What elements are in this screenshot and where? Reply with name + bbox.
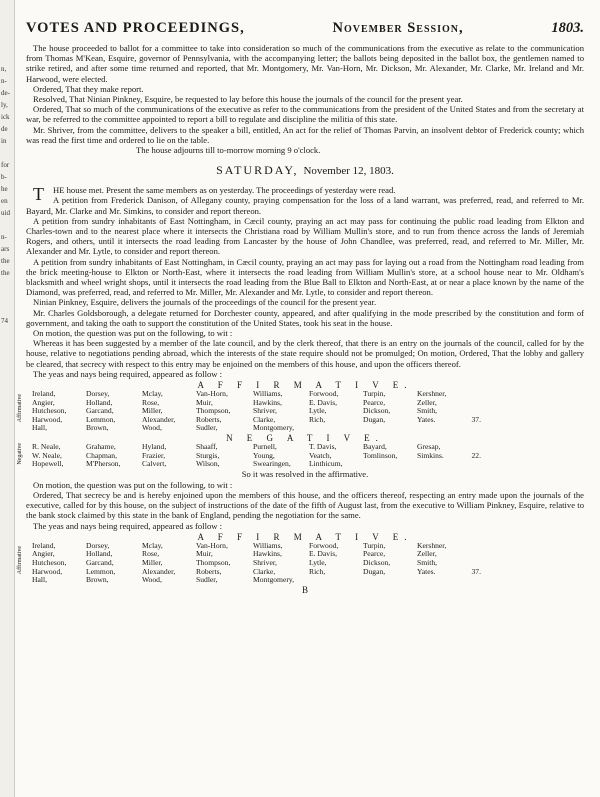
vote-total bbox=[471, 390, 481, 399]
member-name: Forwood, bbox=[309, 389, 339, 399]
paragraph: The yeas and nays being required, appeared as follow : bbox=[33, 520, 222, 531]
member-name bbox=[363, 424, 417, 433]
member-name bbox=[309, 424, 363, 433]
member-name: Swearingen, bbox=[253, 459, 291, 469]
vote-block-1 bbox=[17, 380, 584, 479]
member-name: Yates. bbox=[417, 414, 436, 424]
member-name: Forwood, bbox=[309, 540, 339, 550]
day-heading bbox=[26, 163, 584, 178]
side-negative-mark: Negative bbox=[17, 443, 23, 465]
paragraph: THE house met. Present the same members as on yesterday. The proceedings of yesterday were read. bbox=[33, 184, 396, 205]
member-name: Harwood, bbox=[32, 566, 63, 576]
side-affirmative-mark: Affirmative bbox=[17, 545, 23, 575]
member-name: Mclay, bbox=[142, 389, 163, 399]
day-heading-date: November 12, 1803. bbox=[303, 165, 394, 178]
member-name: Hutcheson, bbox=[32, 558, 67, 568]
member-name: Thompson, bbox=[196, 558, 231, 568]
gutter-fragment: uid bbox=[1, 209, 10, 217]
member-name: Miller, bbox=[142, 406, 163, 416]
member-name: Mclay, bbox=[142, 540, 163, 550]
negative-label: N E G A T I V E. bbox=[226, 433, 384, 444]
member-name: Angier, bbox=[32, 397, 55, 407]
vote-total bbox=[471, 424, 481, 433]
member-name: E. Davis, bbox=[309, 397, 338, 407]
paragraph: Whereas it has been suggested by a member of the late council, and by the clerk thereof, that there is an entry on the journals of the council, called for by the house, relative to negotiations pending abroad, which the interests of the state require should not be promulged; On motion, Ordered, That the lobby and gallery be cleared, that secrecy with respect to this entry may be enjoined on the members of this house, and upon the officers thereof. bbox=[26, 338, 584, 369]
affirmative-grid-1 bbox=[26, 390, 584, 433]
member-name: Wilson, bbox=[196, 459, 220, 469]
member-name: Hawkins, bbox=[253, 397, 282, 407]
member-name: Gresap, bbox=[417, 442, 441, 452]
member-name: T. Davis, bbox=[309, 442, 337, 452]
member-name: Zeller, bbox=[417, 549, 437, 559]
member-name: W. Neale, bbox=[32, 450, 62, 460]
member-name: Pearce, bbox=[363, 549, 386, 559]
member-name: Chapman, bbox=[86, 450, 118, 460]
member-name: Lytle, bbox=[309, 406, 327, 416]
member-name: E. Davis, bbox=[309, 549, 338, 559]
member-name: Young, bbox=[253, 450, 275, 460]
member-name: Lemmon, bbox=[86, 566, 116, 576]
member-name bbox=[363, 460, 417, 469]
member-name: Purnell, bbox=[253, 442, 277, 452]
member-name: Clarke, bbox=[253, 566, 276, 576]
vote-total: 37. bbox=[471, 566, 481, 576]
member-name: Smith, bbox=[417, 406, 438, 416]
member-name: Roberts, bbox=[196, 414, 222, 424]
member-name: Pearce, bbox=[363, 397, 386, 407]
member-name: Rose, bbox=[142, 397, 160, 407]
negative-grid-1 bbox=[26, 443, 584, 469]
member-name: Bayard, bbox=[363, 442, 387, 452]
member-name: Rich, bbox=[309, 414, 326, 424]
binding-gutter bbox=[0, 0, 15, 797]
member-name: Linthicum, bbox=[309, 459, 343, 469]
paragraph: The yeas and nays being required, appeared as follow : bbox=[33, 368, 222, 379]
member-name: Tomlinson, bbox=[363, 450, 398, 460]
member-name: Sudler, bbox=[196, 423, 218, 433]
gutter-fragment: ly, bbox=[1, 101, 8, 109]
member-name: Wood, bbox=[142, 423, 162, 433]
member-name: Shriver, bbox=[253, 406, 277, 416]
member-name: Thompson, bbox=[196, 406, 231, 416]
document-page bbox=[17, 20, 584, 595]
member-name: Van-Horn, bbox=[196, 540, 228, 550]
member-name bbox=[309, 576, 363, 585]
member-name: Veatch, bbox=[309, 450, 332, 460]
member-name: Van-Horn, bbox=[196, 389, 228, 399]
member-name: Hall, bbox=[32, 423, 47, 433]
member-name: Sturgis, bbox=[196, 450, 220, 460]
member-name: Muir, bbox=[196, 549, 213, 559]
header-year: 1803. bbox=[551, 20, 584, 36]
gutter-fragment: n- bbox=[1, 233, 7, 241]
member-name: Kershner, bbox=[417, 540, 447, 550]
vote-total bbox=[471, 399, 481, 408]
gutter-fragment: de- bbox=[1, 89, 10, 97]
resolution-result: So it was resolved in the affirmative. bbox=[241, 468, 369, 479]
member-name: Rich, bbox=[309, 566, 326, 576]
member-name: Dugan, bbox=[363, 566, 386, 576]
member-name: Wood, bbox=[142, 575, 162, 585]
paragraph: Resolved, That Ninian Pinkney, Esquire, be requested to lay before this house the journals of the council for the present year. bbox=[33, 94, 463, 105]
paragraph: The house proceeded to ballot for a committee to take into consideration so much of the communications from the executive as relate to the communication from Thomas M'Kean, Esquire, governor of Pennsylvania, with the accompanying letter; the ballots being deposited in the ballot box, the gentlemen named to strike retired, and after some time returned and reported, that Mr. Montgomery, Mr. Van-Horn, Mr. Dickson, Mr. Alexander, Mr. Clarke, Mr. Ireland and Mr. Harwood, were elected. bbox=[26, 43, 584, 84]
affirmative-grid-2 bbox=[26, 542, 584, 585]
member-name: Alexander, bbox=[142, 414, 176, 424]
gutter-fragment: b- bbox=[1, 173, 7, 181]
paragraph: Ninian Pinkney, Esquire, delivers the journals of the proceedings of the council for the present year. bbox=[33, 297, 377, 308]
member-name: Clarke, bbox=[253, 414, 276, 424]
member-name: Dickson, bbox=[363, 558, 391, 568]
member-name: Shaaff, bbox=[196, 442, 218, 452]
paragraph: A petition from sundry inhabitants of East Nottingham, in Cæcil county, praying an act may pass for laying out a road from the Nottingham road leading from the brick meeting-house to Elkton or North-East, where it intersects the road leading from William Mullin's store, at a school house near to Mr. Oldham's blacksmith and wheel wright shops, until it intersects the road leading from the Blue Ball to Elkton and North-East, at or near a place known by the name of the Diamond, was preferred, read, and referred to Mr. Miller, Mr. Alexander and Mr. Lytle, to consider and report thereon. bbox=[26, 256, 584, 298]
member-name: Turpin, bbox=[363, 540, 386, 550]
paragraph: Ordered, That so much of the communications of the executive as refer to the communications from the president of the United States and from the secretary at war, be referred to the committee appointed to report a bill to regulate and discipline the militia of this state. bbox=[26, 104, 584, 125]
affirmative-label: A F F I R M A T I V E. bbox=[197, 380, 413, 391]
paragraph: The house adjourns till to-morrow morning 9 o'clock. bbox=[136, 145, 321, 156]
day-heading-day: SATURDAY, bbox=[216, 163, 299, 178]
proceedings-section-c bbox=[26, 480, 584, 531]
member-name: Montgomery, bbox=[253, 423, 295, 433]
vote-total: 37. bbox=[471, 414, 481, 424]
side-affirmative-mark: Affirmative bbox=[17, 394, 23, 423]
affirmative-label: A F F I R M A T I V E. bbox=[197, 531, 413, 542]
paragraph: On motion, the question was put on the following, to wit : bbox=[33, 479, 233, 490]
vote-total bbox=[471, 550, 481, 559]
gutter-fragment: en bbox=[1, 197, 8, 205]
paragraph: Mr. Shriver, from the committee, delivers to the speaker a bill, entitled, An act for the relief of Thomas Parvin, an insolvent debtor of Frederick county; which was read the first time and ordered to lie on the table. bbox=[26, 124, 584, 145]
member-name bbox=[417, 576, 471, 585]
member-name: Kershner, bbox=[417, 389, 447, 399]
member-name: Rose, bbox=[142, 549, 160, 559]
header-title: VOTES AND PROCEEDINGS, bbox=[26, 20, 245, 36]
gutter-fragment: ars bbox=[1, 245, 10, 253]
member-name: Dorsey, bbox=[86, 540, 110, 550]
gutter-fragment: de bbox=[1, 125, 8, 133]
member-name bbox=[363, 576, 417, 585]
signature-mark: B bbox=[301, 584, 308, 595]
vote-total bbox=[471, 576, 481, 585]
paragraph: A petition from Frederick Danison, of Allegany county, praying compensation for the loss of a land warrant, was preferred, read, and referred to Mr. Bayard, Mr. Clarke and Mr. Simkins, to consider and report thereon. bbox=[26, 195, 584, 216]
gutter-fragment: he bbox=[1, 185, 8, 193]
gutter-fragment: the bbox=[1, 269, 10, 277]
member-name: Muir, bbox=[196, 397, 213, 407]
member-name: Turpin, bbox=[363, 389, 386, 399]
gutter-fragment: ick bbox=[1, 113, 10, 121]
member-name bbox=[417, 424, 471, 433]
gutter-fragment: the bbox=[1, 257, 10, 265]
member-name: Grahame, bbox=[86, 442, 116, 452]
member-name: R. Neale, bbox=[32, 442, 61, 452]
member-name: Garcand, bbox=[86, 558, 114, 568]
member-name: Lemmon, bbox=[86, 414, 116, 424]
member-name: Yates. bbox=[417, 566, 436, 576]
member-name: Dorsey, bbox=[86, 389, 110, 399]
vote-total: 22. bbox=[471, 450, 481, 460]
gutter-fragment: in bbox=[1, 137, 7, 145]
member-name: Frazier, bbox=[142, 450, 166, 460]
member-name: Shriver, bbox=[253, 558, 277, 568]
member-name: Hopewell, bbox=[32, 459, 64, 469]
page-header bbox=[26, 20, 584, 37]
member-name: Miller, bbox=[142, 558, 163, 568]
paragraph: Ordered, That secrecy be and is hereby enjoined upon the members of this house, and the officers thereof, respecting an entry made upon the journals of the executive, called for by this house, on the subject of instructions of the date of the fifth of August last, from the executive to William Pinkney, Esquire, relative to the bank stock claimed by this state in the bank of England, pending the negotiation for the same. bbox=[26, 490, 584, 521]
member-name: Roberts, bbox=[196, 566, 222, 576]
gutter-fragment: 74 bbox=[1, 317, 8, 325]
member-name: Calvert, bbox=[142, 459, 167, 469]
member-name: Smith, bbox=[417, 558, 438, 568]
member-name: M'Pherson, bbox=[86, 459, 121, 469]
member-name: Dickson, bbox=[363, 406, 391, 416]
member-name: Montgomery, bbox=[253, 575, 295, 585]
member-name: Holland, bbox=[86, 397, 113, 407]
member-name: Zeller, bbox=[417, 397, 437, 407]
header-session: November Session, bbox=[332, 20, 464, 36]
member-name: Williams, bbox=[253, 540, 283, 550]
member-name: Ireland, bbox=[32, 389, 56, 399]
member-name: Hall, bbox=[32, 575, 47, 585]
gutter-fragment: for bbox=[1, 161, 10, 169]
gutter-fragment: n, bbox=[1, 65, 7, 73]
paragraph: Mr. Charles Goldsborough, a delegate returned for Dorchester county, appeared, and after qualifying in the mode prescribed by the constitution and form of government, and taking the oath to support the constitution of the United States, took his seat in the house. bbox=[26, 307, 584, 328]
member-name: Hawkins, bbox=[253, 549, 282, 559]
vote-total bbox=[471, 542, 481, 551]
member-name: Harwood, bbox=[32, 414, 63, 424]
vote-total bbox=[471, 460, 481, 469]
member-name bbox=[417, 460, 471, 469]
proceedings-section-a bbox=[26, 43, 584, 155]
member-name: Garcand, bbox=[86, 406, 114, 416]
member-name: Angier, bbox=[32, 549, 55, 559]
member-name: Ireland, bbox=[32, 540, 56, 550]
paragraph: Ordered, That they make report. bbox=[33, 83, 144, 94]
member-name: Hutcheson, bbox=[32, 406, 67, 416]
paragraph: On motion, the question was put on the following, to wit : bbox=[33, 328, 233, 339]
member-name: Brown, bbox=[86, 423, 109, 433]
member-name: Hyland, bbox=[142, 442, 167, 452]
member-name: Brown, bbox=[86, 575, 109, 585]
member-name: Alexander, bbox=[142, 566, 176, 576]
paragraph: A petition from sundry inhabitants of East Nottingham, in Cæcil county, praying an act may pass for continuing the public road leading from Elkton and Charles-town and to the nearest place where it intersects the Christiana road by William Mullin's store, and to run from thence across the lands of Jeremiah Rogers, and others, until it intersects the road leading from Lancaster by the house of John Chandlee, was preferred, read, and referred to Mr. Miller, Mr. Alexander and Mr. Lytle, to consider and report thereon. bbox=[26, 215, 584, 257]
member-name: Williams, bbox=[253, 389, 283, 399]
member-name: Dugan, bbox=[363, 414, 386, 424]
member-name: Holland, bbox=[86, 549, 113, 559]
member-name: Simkins. bbox=[417, 450, 444, 460]
member-name: Lytle, bbox=[309, 558, 327, 568]
proceedings-section-b bbox=[26, 185, 584, 379]
member-name: Sudler, bbox=[196, 575, 218, 585]
vote-block-2 bbox=[17, 531, 584, 585]
gutter-fragment: n- bbox=[1, 77, 7, 85]
